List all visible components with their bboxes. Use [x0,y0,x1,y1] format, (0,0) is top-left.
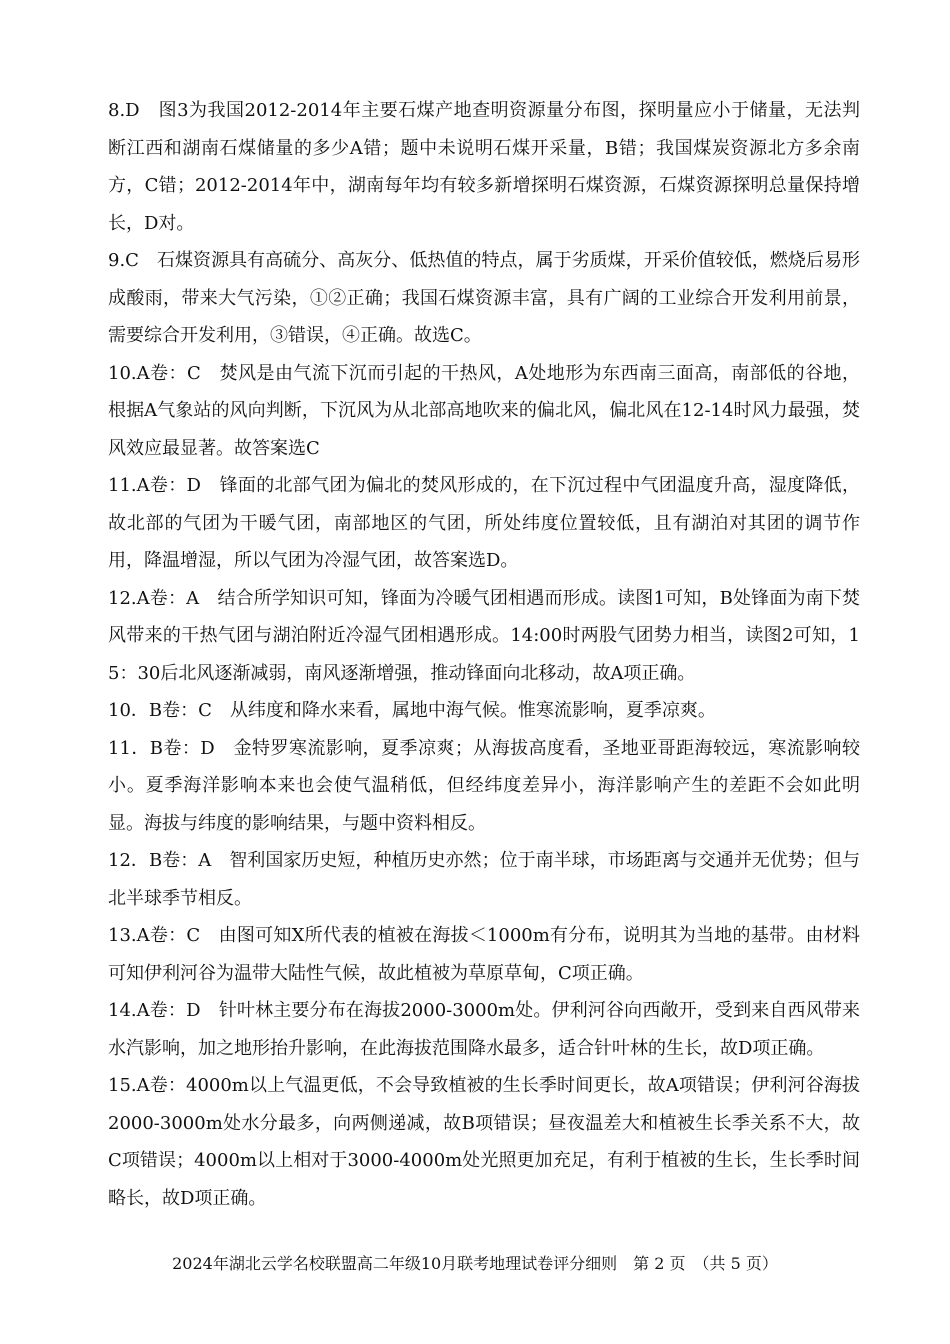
answer-11-b: 11．B卷：D 金特罗寒流影响，夏季凉爽；从海拔高度看，圣地亚哥距海较远，寒流影响较小。夏季海洋影响本来也会使气温稍低，但经纬度差异小，海洋影响产生的差距不会如此明显。海拔与纬度的影响结果，与题中资料相反。 [108,737,860,834]
document-body [108,92,860,1217]
answer-12-b: 12．B卷：A 智利国家历史短，种植历史亦然；位于南半球，市场距离与交通并无优势；但与北半球季节相反。 [108,850,860,909]
answer-9: 9.C 石煤资源具有高硫分、高灰分、低热值的特点，属于劣质煤，开采价值较低，燃烧后易形成酸雨，带来大气污染，①②正确；我国石煤资源丰富，具有广阔的工业综合开发利用前景，需要综合开发利用，③错误，④正确。故选C。 [108,250,860,346]
answer-10-a: 10.A卷：C 焚风是由气流下沉而引起的干热风，A处地形为东西南三面高，南部低的谷地，根据A气象站的风向判断，下沉风为从北部高地吹来的偏北风，偏北风在12-14时风力最强，焚风效应最显著。故答案选C [108,362,860,459]
answer-13-a: 13.A卷：C 由图可知X所代表的植被在海拔＜1000m有分布，说明其为当地的基带。由材料可知伊利河谷为温带大陆性气候，故此植被为草原草甸，C项正确。 [108,925,860,984]
page-footer: 2024年湖北云学名校联盟高二年级10月联考地理试卷评分细则 第 2 页 （共 5 页） [172,1254,778,1273]
answer-14-a: 14.A卷：D 针叶林主要分布在海拔2000-3000m处。伊利河谷向西敞开，受到来自西风带来水汽影响，加之地形抬升影响，在此海拔范围降水最多，适合针叶林的生长，故D项正确。 [108,1000,860,1059]
answer-10-b: 10．B卷：C 从纬度和降水来看，属地中海气候。惟寒流影响，夏季凉爽。 [108,700,716,721]
answer-12-a: 12.A卷：A 结合所学知识可知，锋面为冷暖气团相遇而形成。读图1可知，B处锋面为南下焚风带来的干热气团与湖泊附近冷湿气团相遇形成。14:00时两股气团势力相当，读图2可知，15：30后北风逐渐减弱，南风逐渐增强，推动锋面向北移动，故A项正确。 [108,587,860,684]
answer-11-a: 11.A卷：D 锋面的北部气团为偏北的焚风形成的，在下沉过程中气团温度升高，湿度降低，故北部的气团为干暖气团，南部地区的气团，所处纬度位置较低，且有湖泊对其团的调节作用，降温增湿，所以气团为冷湿气团，故答案选D。 [108,475,860,571]
answer-15-a: 15.A卷：4000m以上气温更低，不会导致植被的生长季时间更长，故A项错误；伊利河谷海拔2000-3000m处水分最多，向两侧递减，故B项错误；昼夜温差大和植被生长季关系不大，故C项错误；4000m以上相对于3000-4000m处光照更加充足，有利于植被的生长，生长季时间略长，故D项正确。 [108,1075,860,1209]
answer-8: 8.D 图3为我国2012-2014年主要石煤产地查明资源量分布图，探明量应小于储量，无法判断江西和湖南石煤储量的多少A错；题中未说明石煤开采量，B错；我国煤炭资源北方多余南方，C错；2012-2014年中，湖南每年均有较多新增探明石煤资源，石煤资源探明总量保持增长，D对。 [108,100,860,234]
